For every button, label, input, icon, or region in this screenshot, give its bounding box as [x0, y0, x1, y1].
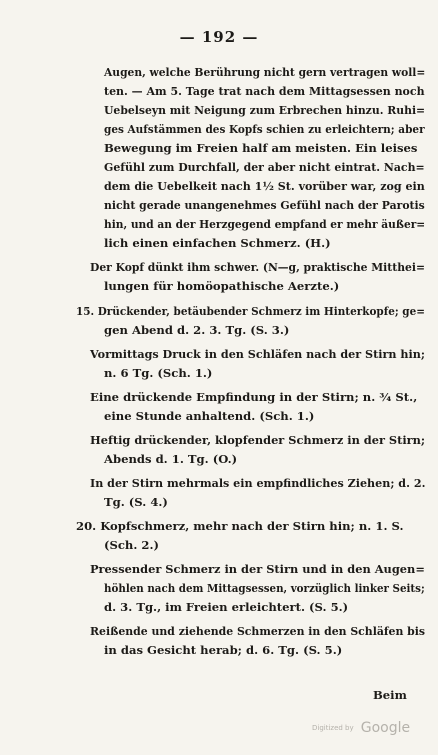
text-line: höhlen nach dem Mittagsessen, vorzüglich linker Seits; [104, 581, 425, 595]
text-line: gen Abend d. 2. 3. Tg. (S. 3.) [104, 323, 290, 337]
catchword: Beim [373, 688, 407, 702]
text-line: Gefühl zum Durchfall, der aber nicht eintrat. Nach= [104, 160, 425, 174]
text-line: eine Stunde anhaltend. (Sch. 1.) [104, 409, 315, 423]
text-line: hin, und an der Herzgegend empfand er mehr äußer= [104, 217, 426, 231]
text-line: Tg. (S. 4.) [104, 495, 168, 509]
text-line: in das Gesicht herab; d. 6. Tg. (S. 5.) [104, 643, 343, 657]
text-line: Augen, welche Berührung nicht gern vertragen woll= [104, 65, 426, 79]
text-line: ten. — Am 5. Tage trat nach dem Mittagsessen noch [104, 84, 425, 98]
text-line: Pressender Schmerz in der Stirn und in den Augen= [90, 562, 425, 576]
google-logo: Google [360, 720, 411, 736]
google-watermark [312, 717, 410, 736]
text-line: 20. Kopfschmerz, mehr nach der Stirn hin; n. 1. S. [76, 519, 404, 533]
text-line: Uebelseyn mit Neigung zum Erbrechen hinzu. Ruhi= [104, 103, 426, 117]
text-line: Der Kopf dünkt ihm schwer. (N—g, praktische Mitthei= [90, 260, 425, 274]
text-line: Abends d. 1. Tg. (O.) [104, 452, 238, 466]
text-line: Heftig drückender, klopfender Schmerz in der Stirn; [90, 433, 426, 447]
text-line: n. 6 Tg. (Sch. 1.) [104, 366, 213, 380]
text-line: d. 3. Tg., im Freien erleichtert. (S. 5.) [104, 600, 349, 614]
text-line: nicht gerade unangenehmes Gefühl nach der Parotis [104, 198, 425, 212]
text-line: Vormittags Druck in den Schläfen nach der Stirn hin; [90, 347, 425, 361]
text-line: Bewegung im Freien half am meisten. Ein leises [104, 141, 418, 155]
text-line: dem die Uebelkeit nach 1½ St. vorüber war, zog ein [104, 179, 425, 193]
text-line: ges Aufstämmen des Kopfs schien zu erleichtern; aber [104, 122, 425, 136]
text-line: Eine drückende Empfindung in der Stirn; n. ¾ St., [90, 390, 418, 404]
text-line: In der Stirn mehrmals ein empfindliches Ziehen; d. 2. [90, 476, 426, 490]
text-line: lungen für homöopathische Aerzte.) [104, 279, 340, 293]
watermark-prefix: Digitized by [312, 723, 354, 732]
text-line: Reißende und ziehende Schmerzen in den Schläfen bis [90, 624, 426, 638]
page-number: — 192 — [179, 28, 259, 46]
text-line: (Sch. 2.) [104, 538, 160, 552]
text-line: lich einen einfachen Schmerz. (H.) [104, 236, 331, 250]
text-line: 15. Drückender, betäubender Schmerz im Hinterkopfe; ge= [76, 304, 425, 318]
